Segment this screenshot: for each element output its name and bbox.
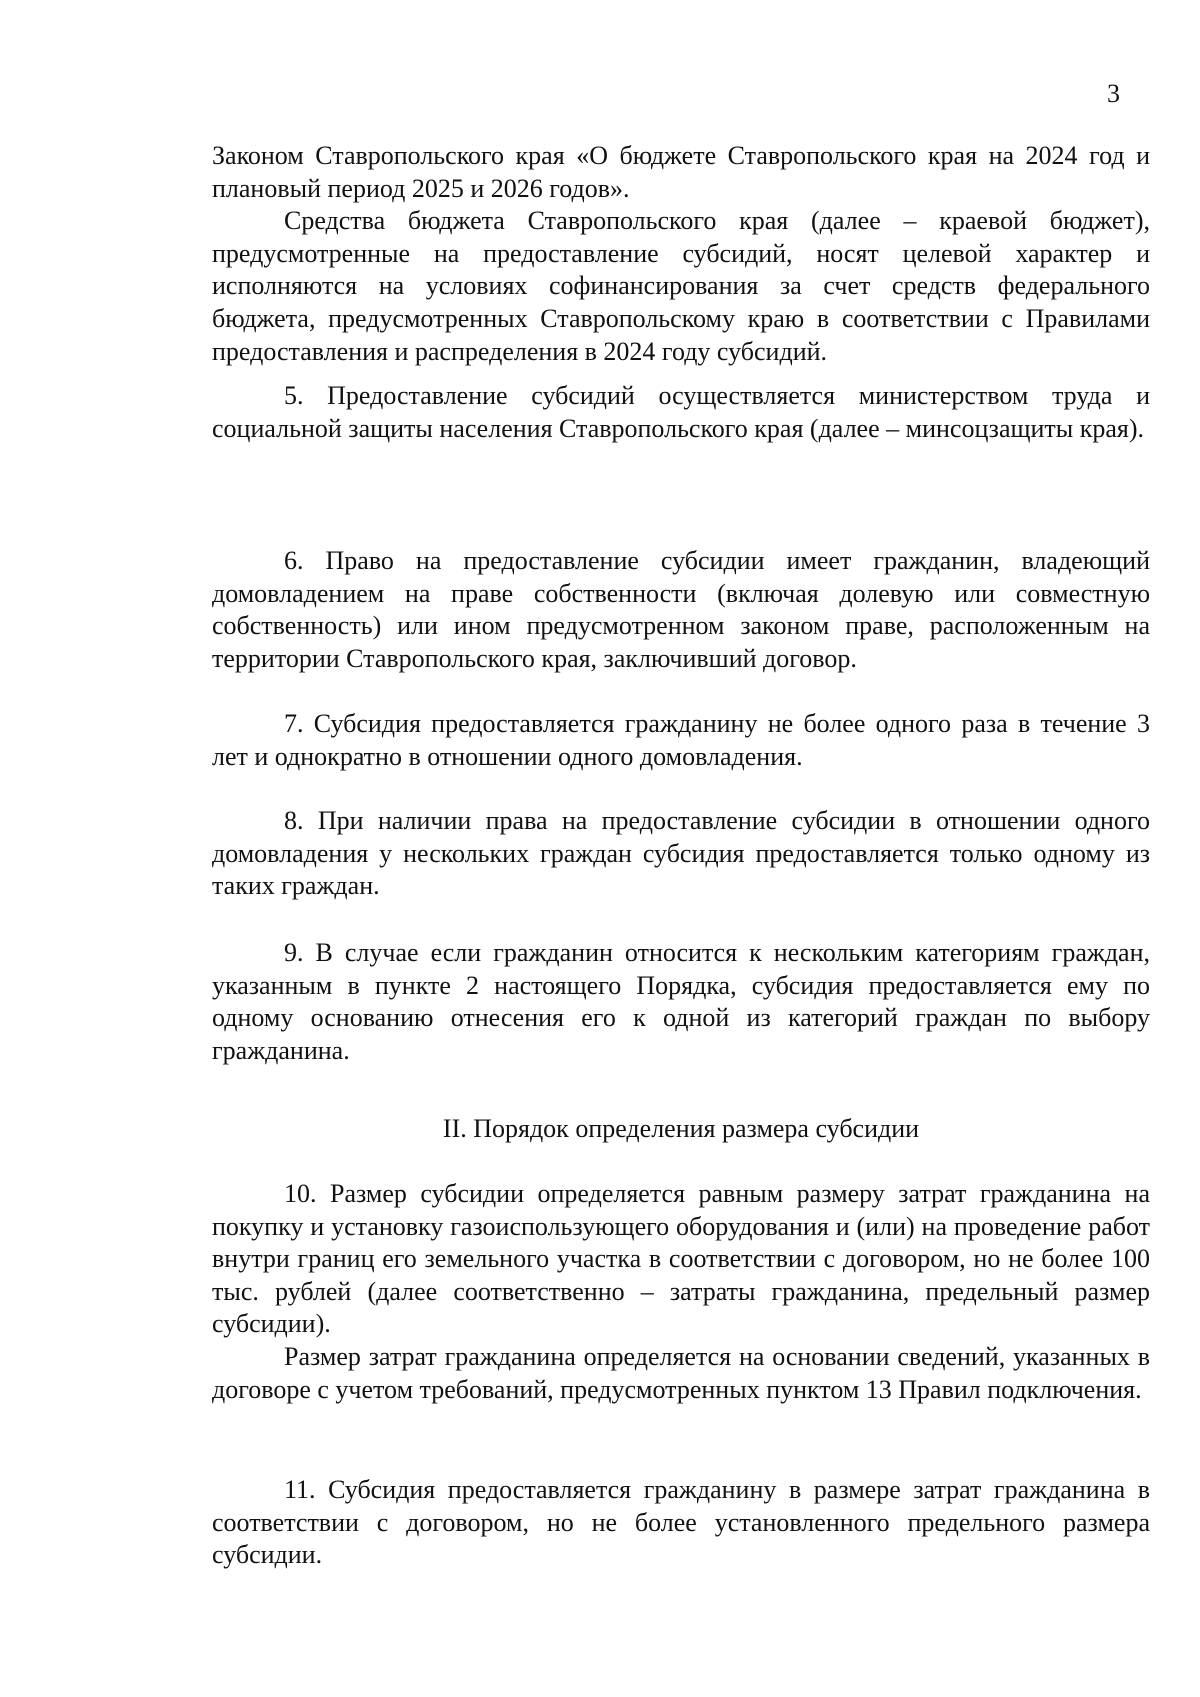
paragraph-9-block: [212, 937, 1150, 1067]
paragraph-8-block: [212, 805, 1150, 903]
paragraph-8: 8. При наличии права на предоставление субсидии в отношении одного домовладения у нескольких граждан субсидия предоставляется только одному из таких граждан.: [212, 806, 1150, 901]
paragraph-7: 7. Субсидия предоставляется гражданину не более одного раза в течение 3 лет и однократно в отношении одного домовладения.: [212, 709, 1150, 771]
paragraph-group-budget: [212, 140, 1150, 368]
paragraph-11-block: [212, 1474, 1150, 1572]
paragraph-10-block: [212, 1178, 1150, 1406]
paragraph-7-block: [212, 708, 1150, 773]
page-number: 3: [1107, 79, 1120, 108]
paragraph-10-costs: Размер затрат гражданина определяется на основании сведений, указанных в договоре с учетом требований, предусмотренных пунктом 13 Правил подключения.: [212, 1341, 1150, 1404]
paragraph-budget-law: Законом Ставропольского края «О бюджете Ставропольского края на 2024 год и плановый период 2025 и 2026 годов».: [212, 141, 1150, 203]
paragraph-5-block: [212, 380, 1150, 445]
paragraph-9: 9. В случае если гражданин относится к нескольким категориям граждан, указанным в пункте 2 настоящего Порядка, субсидия предоставляется ему по одному основанию отнесения его к одной из категорий граждан по выбору гражданина.: [212, 938, 1150, 1065]
paragraph-budget-funds: Средства бюджета Ставропольского края (далее – краевой бюджет), предусмотренные на предоставление субсидий, носят целевой характер и исполняются на условиях софинансирования за счет средств федерального бюджета, предусмотренных Ставропольскому краю в соответствии с Правилами предоставления и распределения в 2024 году субсидий.: [212, 206, 1150, 366]
paragraph-6-block: [212, 545, 1150, 675]
paragraph-11: 11. Субсидия предоставляется гражданину в размере затрат гражданина в соответствии с договором, но не более установленного предельного размера субсидии.: [212, 1475, 1150, 1570]
paragraph-6: 6. Право на предоставление субсидии имеет гражданин, владеющий домовладением на праве собственности (включая долевую или совместную собственность) или ином предусмотренном законом праве, расположенным на территории Ставропольского края, заключивший договор.: [212, 546, 1150, 673]
paragraph-10: 10. Размер субсидии определяется равным размеру затрат гражданина на покупку и установку газоиспользующего оборудования и (или) на проведение работ внутри границ его земельного участка в соответствии с договором, но не более 100 тыс. рублей (далее соответственно – затраты гражданина, предельный размер субсидии).: [212, 1179, 1150, 1339]
section-heading: II. Порядок определения размера субсидии: [442, 1114, 920, 1143]
paragraph-5: 5. Предоставление субсидий осуществляется министерством труда и социальной защиты населения Ставропольского края (далее – минсоцзащиты края).: [212, 381, 1150, 443]
